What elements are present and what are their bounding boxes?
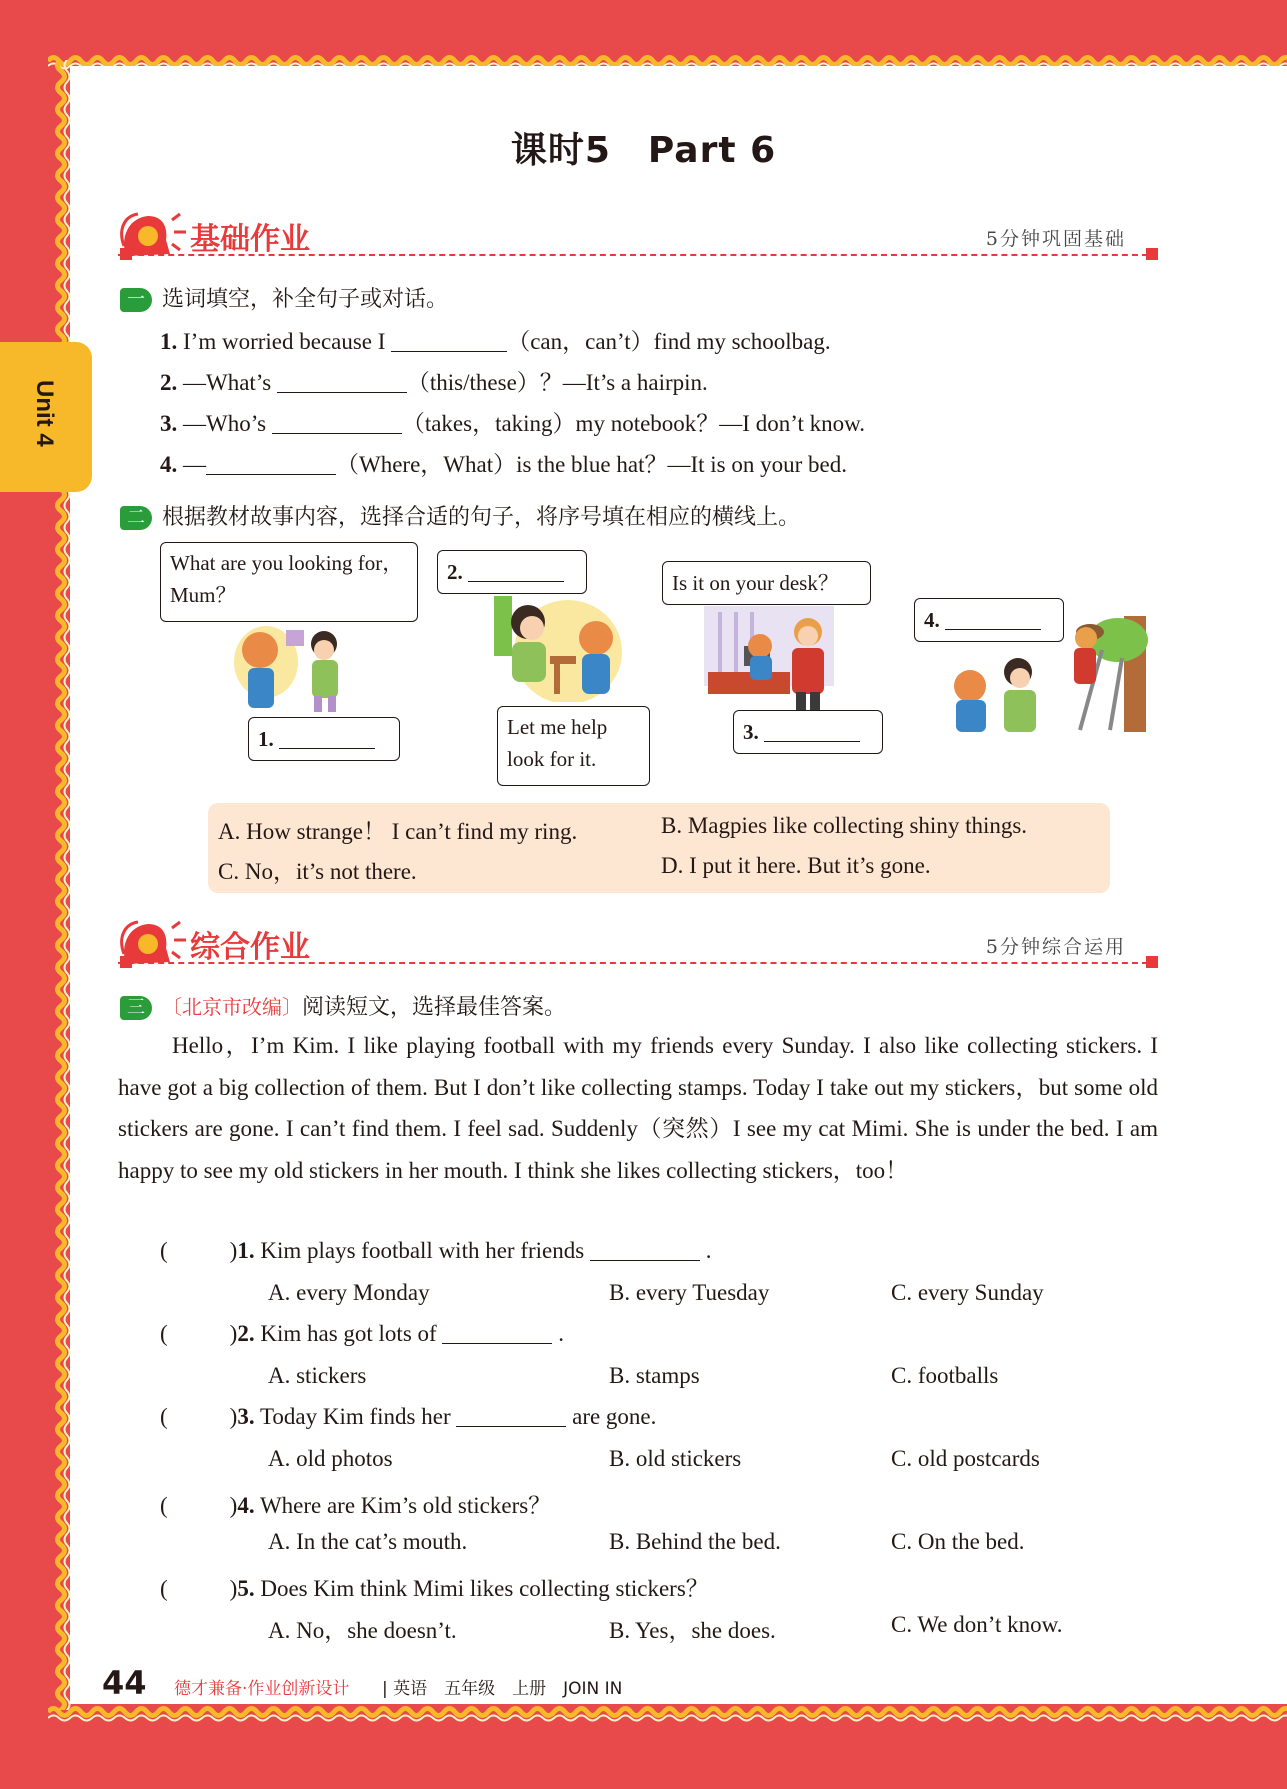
question-stem: Kim has got lots of [260, 1321, 437, 1346]
unit-tab [0, 342, 92, 492]
item-text: — [183, 452, 206, 477]
section-divider [118, 962, 1158, 964]
item-number: 2. [160, 370, 178, 395]
answer-bracket: ) [229, 1238, 238, 1263]
divider-end-right [1146, 248, 1158, 260]
mcq-question [160, 1404, 656, 1430]
question-stem: Does Kim think Mimi likes collecting stickers？ [260, 1576, 709, 1601]
question-number: 2. [237, 1321, 255, 1346]
speech-bubble-2[interactable] [437, 550, 587, 594]
mcq-option-c[interactable]: C. We don’t know. [891, 1612, 1063, 1637]
answer-box-3[interactable] [733, 710, 883, 754]
divider-end-right [1146, 956, 1158, 968]
page-footer [102, 1664, 623, 1702]
book-info: | 英语 五年级 上册 JOIN IN [382, 1679, 623, 1699]
answer-blank[interactable] [456, 1405, 566, 1427]
answer-blank[interactable] [590, 1239, 700, 1261]
section-header-comprehensive [118, 918, 1158, 978]
box-number: 1. [258, 727, 274, 751]
frame-wave-left [46, 60, 76, 1710]
question-3-heading [120, 990, 566, 1021]
item-text: （Where，What）is the blue hat？—It is on your bed. [336, 452, 847, 477]
answer-box-1[interactable] [248, 717, 400, 761]
dad-and-girl-at-desk-illustration [704, 606, 834, 710]
section-divider [118, 254, 1158, 256]
mcq-option-b[interactable]: B. every Tuesday [609, 1280, 770, 1305]
item-text: I’m worried because I [183, 329, 386, 354]
answer-bracket: ) [229, 1493, 238, 1518]
item-text: —Who’s [183, 411, 267, 436]
question-number-badge: 一 [120, 288, 152, 312]
question-stem: Where are Kim’s old stickers？ [259, 1493, 552, 1518]
option-c: C. No，it’s not there. [218, 859, 417, 884]
page-title: 课时5 Part 6 [510, 130, 777, 171]
answer-bracket: ) [229, 1321, 238, 1346]
question-number: 3. [237, 1404, 255, 1429]
fill-item-1 [160, 323, 831, 356]
mum-and-girl-illustration [228, 622, 358, 712]
answer-bracket[interactable]: ( [160, 1321, 168, 1346]
fill-item-4 [160, 446, 847, 479]
item-text: （can，can’t）find my schoolbag. [507, 329, 831, 354]
answer-blank[interactable] [468, 560, 564, 582]
mcq-option-c[interactable]: C. old postcards [891, 1446, 1040, 1471]
question-instruction: 选词填空，补全句子或对话。 [162, 287, 449, 312]
page-number: 44 [102, 1664, 147, 1702]
mcq-option-c[interactable]: C. every Sunday [891, 1280, 1044, 1305]
question-number: 4. [237, 1493, 255, 1518]
question-number-badge: 三 [120, 996, 152, 1020]
mcq-option-b[interactable]: B. stamps [609, 1363, 700, 1388]
section-hint: 5分钟综合运用 [985, 936, 1126, 958]
speech-bubble-help: Let me help look for it. [497, 706, 650, 786]
question-number: 5. [237, 1576, 255, 1601]
unit-tab-label: Unit 4 [31, 380, 58, 447]
mcq-option-b[interactable]: B. Behind the bed. [609, 1529, 781, 1554]
divider-end-left [120, 248, 132, 260]
mcq-option-b[interactable]: B. Yes，she does. [609, 1618, 776, 1643]
question-instruction: 根据教材故事内容，选择合适的句子，将序号填在相应的横线上。 [162, 505, 801, 530]
option-a: A. How strange！ I can’t find my ring. [218, 819, 578, 844]
mcq-option-c[interactable]: C. footballs [891, 1363, 999, 1388]
question-instruction: 阅读短文，选择最佳答案。 [302, 995, 567, 1020]
answer-blank[interactable] [277, 371, 407, 393]
mcq-question [160, 1238, 711, 1264]
item-number: 4. [160, 452, 178, 477]
answer-blank[interactable] [206, 453, 336, 475]
section-name: 综合作业 [190, 930, 310, 965]
answer-bracket[interactable]: ( [160, 1493, 168, 1518]
mcq-option-a[interactable]: A. stickers [268, 1363, 367, 1388]
item-text: —What’s [183, 370, 272, 395]
answer-bracket[interactable]: ( [160, 1576, 168, 1601]
speech-bubble-3: Is it on your desk？ [662, 561, 871, 605]
box-number: 4. [924, 608, 940, 632]
answer-bracket[interactable]: ( [160, 1404, 168, 1429]
passage-text: Hello，I’m Kim. I like playing football with my friends every Sunday. I also like collecting stickers. I have got a big collection of them. But I don’t like collecting stamps. Today I take out my stickers，but some old stickers are gone. I can’t find them. I feel sad. Suddenly（突然）I see my cat Mimi. She is under the bed. I am happy to see my old stickers in her mouth. I think she likes collecting stickers，too！ [118, 1033, 1158, 1183]
mcq-option-a[interactable]: A. old photos [268, 1446, 393, 1471]
answer-bracket[interactable]: ( [160, 1238, 168, 1263]
question-stem-end: . [558, 1321, 564, 1346]
mcq-option-a[interactable]: A. No，she doesn’t. [268, 1618, 457, 1643]
item-number: 3. [160, 411, 178, 436]
question-2-heading [120, 500, 800, 531]
frame-wave-bottom [48, 1700, 1287, 1730]
box-number: 3. [743, 720, 759, 744]
item-text: （takes，taking）my notebook？—I don’t know. [401, 411, 865, 436]
series-name: 德才兼备·作业创新设计 [174, 1679, 350, 1699]
mcq-option-a[interactable]: A. In the cat’s mouth. [268, 1529, 468, 1554]
mcq-option-b[interactable]: B. old stickers [609, 1446, 742, 1471]
options-box [208, 803, 1110, 893]
question-stem: Kim plays football with her friends [260, 1238, 585, 1263]
answer-blank[interactable] [391, 330, 507, 352]
section-header-basic [118, 210, 1158, 270]
mcq-option-a[interactable]: A. every Monday [268, 1280, 430, 1305]
answer-bracket: ) [229, 1576, 238, 1601]
question-stem-end: are gone. [572, 1404, 657, 1429]
mcq-option-c[interactable]: C. On the bed. [891, 1529, 1025, 1554]
answer-bracket: ) [229, 1404, 238, 1429]
answer-blank[interactable] [272, 412, 402, 434]
fill-item-3 [160, 405, 865, 438]
mcq-question [160, 1570, 709, 1603]
section-name: 基础作业 [190, 222, 310, 257]
speech-bubble-1: What are you looking for，Mum？ [160, 542, 418, 622]
reading-passage [118, 1025, 1158, 1191]
item-number: 1. [160, 329, 178, 354]
box-number: 2. [447, 560, 463, 584]
answer-blank[interactable] [279, 727, 375, 749]
mcq-question [160, 1321, 564, 1347]
question-stem-end: . [705, 1238, 712, 1263]
section-hint: 5分钟巩固基础 [985, 228, 1126, 250]
question-1-heading [120, 282, 448, 313]
divider-end-left [120, 956, 132, 968]
item-text: （this/these）？—It’s a hairpin. [406, 370, 708, 395]
question-number-badge: 二 [120, 506, 152, 530]
girls-searching-illustration [488, 592, 628, 702]
option-d: D. I put it here. But it’s gone. [661, 853, 931, 878]
source-tag: 〔北京市改编〕 [162, 995, 302, 1019]
answer-blank[interactable] [442, 1322, 552, 1344]
answer-blank[interactable] [764, 720, 860, 742]
question-stem: Today Kim finds her [259, 1404, 451, 1429]
magpie-nest-tree-illustration [940, 610, 1152, 736]
mcq-question [160, 1487, 551, 1520]
option-b: B. Magpies like collecting shiny things. [661, 813, 1028, 838]
fill-item-2 [160, 364, 708, 397]
question-number: 1. [237, 1238, 255, 1263]
